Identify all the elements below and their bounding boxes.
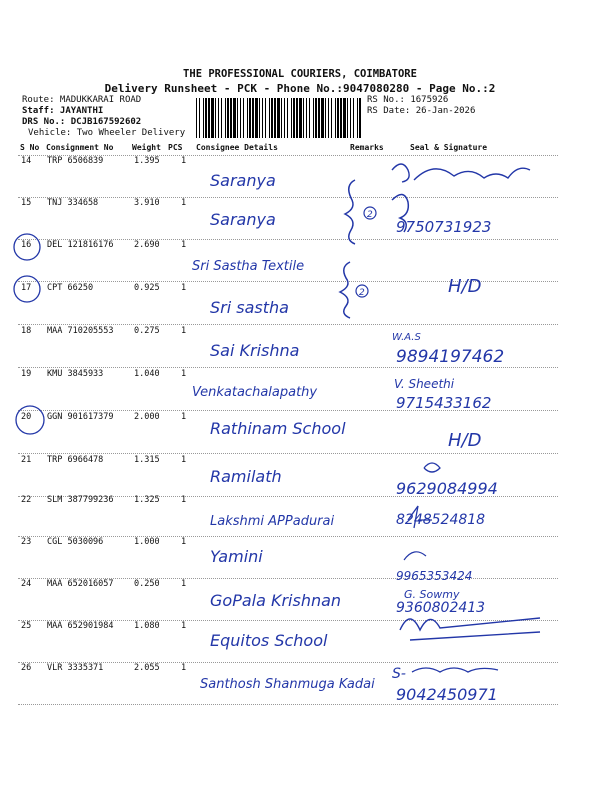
- row-pcs: 1: [181, 495, 187, 505]
- row-consignment: SLM 387799236: [47, 495, 114, 505]
- runsheet-subtitle: Delivery Runsheet - PCK - Phone No.:9047080280 - Page No.:2: [104, 82, 496, 95]
- row-sno: 26: [21, 663, 32, 673]
- row-weight: 0.250: [134, 579, 160, 589]
- seal-phone: 9629084994: [396, 479, 498, 498]
- row-sno: 18: [21, 326, 32, 336]
- signature-scribble: [400, 618, 540, 640]
- row-consignment: MAA 652901984: [47, 621, 114, 631]
- col-remarks: Remarks: [350, 143, 384, 152]
- brace-mark: [345, 180, 355, 244]
- circle-mark: [16, 406, 44, 434]
- col-seal: Seal & Signature: [410, 143, 488, 152]
- row-pcs: 1: [181, 283, 187, 293]
- consignee-handwritten: Ramilath: [210, 467, 282, 486]
- circle-mark: [14, 276, 40, 302]
- row-pcs: 1: [181, 412, 187, 422]
- row-weight: 0.925: [134, 283, 160, 293]
- brace-note-1: 2: [367, 210, 373, 220]
- col-weight: Weight: [132, 143, 161, 152]
- row-pcs: 1: [181, 198, 187, 208]
- row-sno: 20: [21, 412, 32, 422]
- row-sno: 23: [21, 537, 32, 547]
- seal-phone: 9042450971: [396, 685, 498, 704]
- consignee-handwritten: Sri sastha: [210, 298, 289, 317]
- row-weight: 1.040: [134, 369, 160, 379]
- row-consignment: KMU 3845933: [47, 369, 104, 379]
- hd-mark: H/D: [448, 430, 482, 451]
- consignee-handwritten: Rathinam School: [210, 419, 346, 438]
- consignee-handwritten: Venkatachalapathy: [192, 385, 318, 400]
- consignee-handwritten: GoPala Krishnan: [210, 591, 342, 610]
- sig-26: S-: [392, 666, 406, 682]
- row-consignment: TNJ 334658: [47, 198, 99, 208]
- company-title: THE PROFESSIONAL COURIERS, COIMBATORE: [183, 68, 417, 80]
- col-consignment: Consignment No: [46, 143, 114, 152]
- row-weight: 1.395: [134, 156, 160, 166]
- seal-phone: 9965353424: [396, 569, 473, 583]
- row-weight: 0.275: [134, 326, 160, 336]
- row-consignment: CGL 5030096: [47, 537, 104, 547]
- col-sno: S No: [20, 143, 40, 152]
- row-consignment: TRP 6506839: [47, 156, 104, 166]
- brace-mark: [340, 262, 350, 318]
- brace-note-2: 2: [359, 288, 365, 298]
- consignee-handwritten: Sai Krishna: [210, 341, 300, 360]
- seal-phone: 9894197462: [396, 347, 505, 367]
- row-consignment: VLR 3335371: [47, 663, 104, 673]
- row-sno: 15: [21, 198, 32, 208]
- row-sno: 25: [21, 621, 32, 631]
- row-pcs: 1: [181, 326, 187, 336]
- consignee-handwritten: Lakshmi APPadurai: [210, 514, 335, 529]
- hd-mark: H/D: [448, 276, 482, 297]
- row-sno: 14: [21, 156, 32, 166]
- row-pcs: 1: [181, 156, 187, 166]
- row-consignment: DEL 121816176: [47, 240, 114, 250]
- staff-text: Staff: JAYANTHI: [22, 106, 104, 116]
- col-pcs: PCS: [168, 143, 183, 152]
- sig-18: W.A.S: [392, 332, 421, 343]
- drs-text: DRS No.: DCJB167592602: [22, 117, 142, 127]
- row-consignment: CPT 66250: [47, 283, 94, 293]
- vehicle-text: Vehicle: Two Wheeler Delivery: [28, 128, 186, 138]
- row-weight: 3.910: [134, 198, 160, 208]
- row-sno: 22: [21, 495, 32, 505]
- col-consignee: Consignee Details: [196, 143, 278, 152]
- row-consignment: MAA 710205553: [47, 326, 114, 336]
- seal-phone: 8248524818: [396, 512, 486, 528]
- row-sno: 19: [21, 369, 32, 379]
- row-pcs: 1: [181, 455, 187, 465]
- sig-19: V. Sheethi: [394, 377, 455, 391]
- consignee-handwritten: Equitos School: [210, 631, 328, 650]
- row-consignment: GGN 901617379: [47, 412, 114, 422]
- row-pcs: 1: [181, 537, 187, 547]
- consignee-handwritten: Sri Sastha Textile: [192, 259, 305, 274]
- seal-phone: 9360802413: [396, 600, 486, 616]
- consignee-handwritten: Saranya: [210, 171, 276, 190]
- row-pcs: 1: [181, 663, 187, 673]
- row-pcs: 1: [181, 621, 187, 631]
- signature-scribble: [392, 164, 530, 182]
- consignee-handwritten: Yamini: [210, 547, 263, 566]
- row-sno: 24: [21, 579, 32, 589]
- route-text: Route: MADUKKARAI ROAD: [22, 95, 142, 105]
- row-weight: 2.000: [134, 412, 160, 422]
- row-weight: 1.000: [134, 537, 160, 547]
- consignee-handwritten: Santhosh Shanmuga Kadai: [200, 677, 375, 692]
- rs-no-text: RS No.: 1675926: [367, 95, 449, 105]
- sig-24: G. Sowmy: [404, 588, 460, 601]
- row-consignment: TRP 6966478: [47, 455, 104, 465]
- row-pcs: 1: [181, 579, 187, 589]
- circle-mark: [14, 234, 40, 260]
- consignee-handwritten: Saranya: [210, 210, 276, 229]
- row-pcs: 1: [181, 369, 187, 379]
- row-weight: 2.055: [134, 663, 160, 673]
- row-sno: 16: [21, 240, 32, 250]
- seal-phone: 9750731923: [396, 218, 492, 236]
- seal-phone: 9715433162: [396, 394, 492, 412]
- row-consignment: MAA 652016057: [47, 579, 114, 589]
- row-sno: 21: [21, 455, 32, 465]
- rs-date-text: RS Date: 26-Jan-2026: [367, 106, 476, 116]
- row-weight: 2.690: [134, 240, 160, 250]
- row-weight: 1.325: [134, 495, 160, 505]
- row-weight: 1.315: [134, 455, 160, 465]
- row-pcs: 1: [181, 240, 187, 250]
- row-weight: 1.080: [134, 621, 160, 631]
- row-sno: 17: [21, 283, 32, 293]
